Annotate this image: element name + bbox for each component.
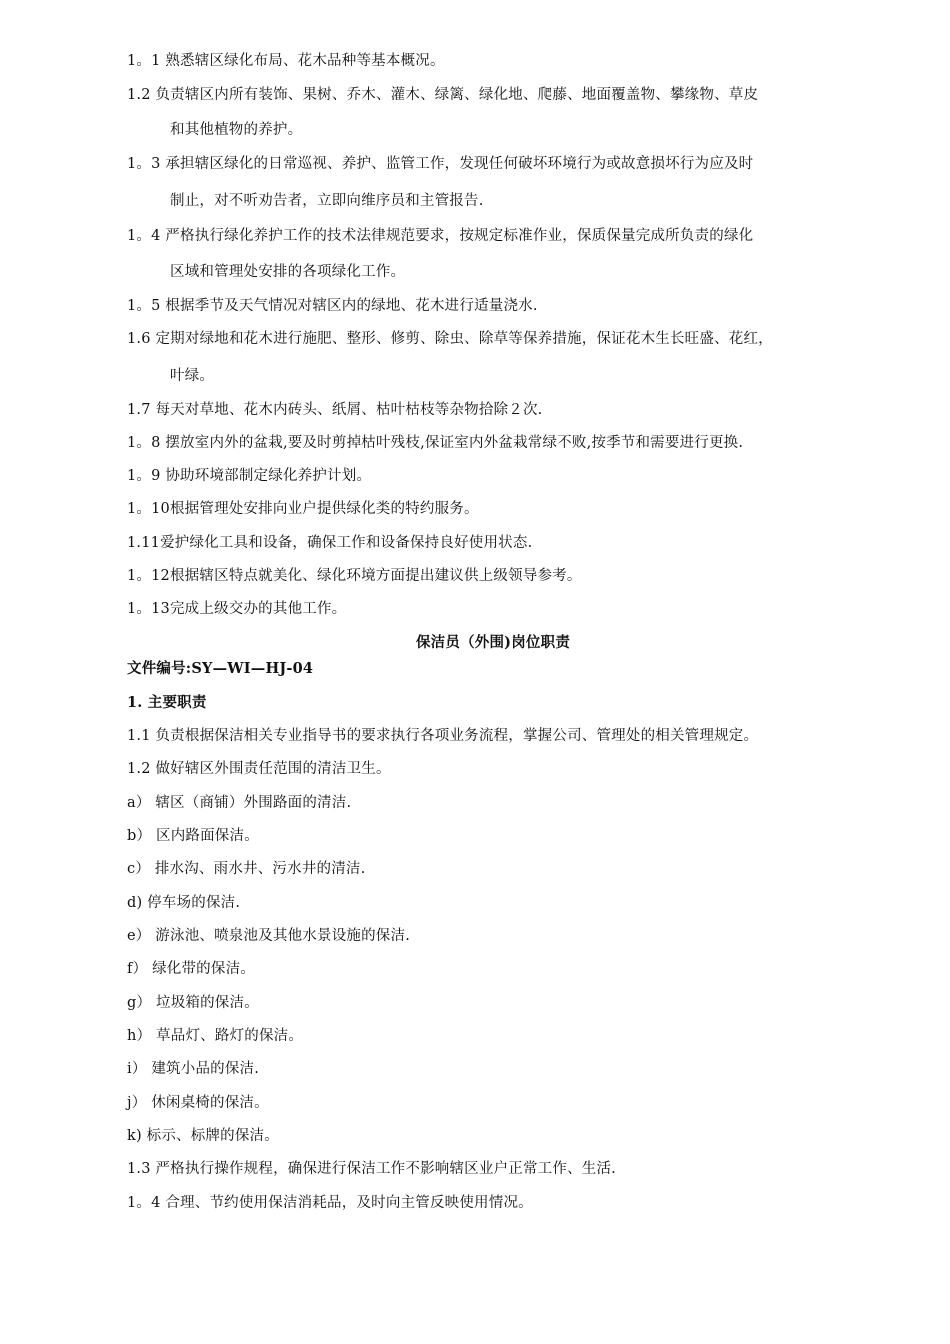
duty-1-6: 1.6 定期对绿地和花木进行施肥、整形、修剪、除虫、除草等保养措施，保证花木生长旺盛、花红， <box>127 331 773 347</box>
duty-1-3-cont: 制止，对不听劝告者，立即向维序员和主管报告. <box>170 193 484 209</box>
cleaner-duty-1-3: 1.3 严格执行操作规程，确保进行保洁工作不影响辖区业户正常工作、生活. <box>127 1161 616 1177</box>
duty-1-9: 1。9 协助环境部制定绿化养护计划。 <box>127 468 372 484</box>
cleaner-subitem-k: k) 标示、标牌的保洁。 <box>127 1128 279 1144</box>
duty-1-3: 1。3 承担辖区绿化的日常巡视、养护、监管工作，发现任何破坏环境行为或故意损坏行为应及时 <box>127 156 754 172</box>
cleaner-subitem-d: d) 停车场的保洁. <box>127 895 241 911</box>
duty-1-12: 1。12根据辖区特点就美化、绿化环境方面提出建议供上级领导参考。 <box>127 568 582 584</box>
cleaner-subitem-a: a） 辖区（商铺）外围路面的清洁. <box>127 795 352 811</box>
main-duties-heading: 1. 主要职责 <box>127 694 207 711</box>
cleaner-subitem-i: i） 建筑小品的保洁. <box>127 1061 260 1077</box>
duty-1-8: 1。8 摆放室内外的盆栽,要及时剪掉枯叶残枝,保证室内外盆栽常绿不败,按季节和需要进行更换. <box>127 435 744 451</box>
duty-1-4: 1。4 严格执行绿化养护工作的技术法律规范要求，按规定标准作业，保质保量完成所负责的绿化 <box>127 228 754 244</box>
cleaner-duty-1-1: 1.1 负责根据保洁相关专业指导书的要求执行各项业务流程，掌握公司、管理处的相关管理规定。 <box>127 728 759 744</box>
cleaner-duty-1-2: 1.2 做好辖区外围责任范围的清洁卫生。 <box>127 761 391 777</box>
cleaner-subitem-g: g） 垃圾箱的保洁。 <box>127 995 259 1011</box>
duty-1-4-cont: 区域和管理处安排的各项绿化工作。 <box>170 264 406 280</box>
duty-1-7: 1.7 每天对草地、花木内砖头、纸屑、枯叶枯枝等杂物拾除２次. <box>127 402 543 418</box>
cleaner-subitem-f: f） 绿化带的保洁。 <box>127 961 255 977</box>
duty-1-13: 1。13完成上级交办的其他工作。 <box>127 601 347 617</box>
duty-1-5: 1。5 根据季节及天气情况对辖区内的绿地、花木进行适量浇水. <box>127 298 538 314</box>
duty-1-1: 1。1 熟悉辖区绿化布局、花木品种等基本概况。 <box>127 53 445 69</box>
document-number: 文件编号:SY—WI—HJ-04 <box>127 660 314 677</box>
duty-1-2: 1.2 负责辖区内所有装饰、果树、乔木、灌木、绿篱、绿化地、爬藤、地面覆盖物、攀缘物、草皮 <box>127 87 759 103</box>
cleaner-subitem-h: h） 草品灯、路灯的保洁。 <box>127 1028 304 1044</box>
duty-1-6-cont: 叶绿。 <box>170 368 215 384</box>
cleaner-subitem-j: j） 休闲桌椅的保洁。 <box>127 1095 269 1111</box>
cleaner-subitem-e: e） 游泳池、喷泉池及其他水景设施的保洁. <box>127 928 410 944</box>
cleaner-subitem-b: b） 区内路面保洁。 <box>127 828 259 844</box>
duty-1-10: 1。10根据管理处安排向业户提供绿化类的特约服务。 <box>127 501 479 517</box>
section-title: 保洁员（外围)岗位职责 <box>415 634 571 651</box>
duty-1-2-cont: 和其他植物的养护。 <box>170 122 303 138</box>
duty-1-11: 1.11爱护绿化工具和设备，确保工作和设备保持良好使用状态. <box>127 535 533 551</box>
cleaner-subitem-c: c） 排水沟、雨水井、污水井的清洁. <box>127 861 366 877</box>
cleaner-duty-1-4: 1。4 合理、节约使用保洁消耗品，及时向主管反映使用情况。 <box>127 1195 533 1211</box>
